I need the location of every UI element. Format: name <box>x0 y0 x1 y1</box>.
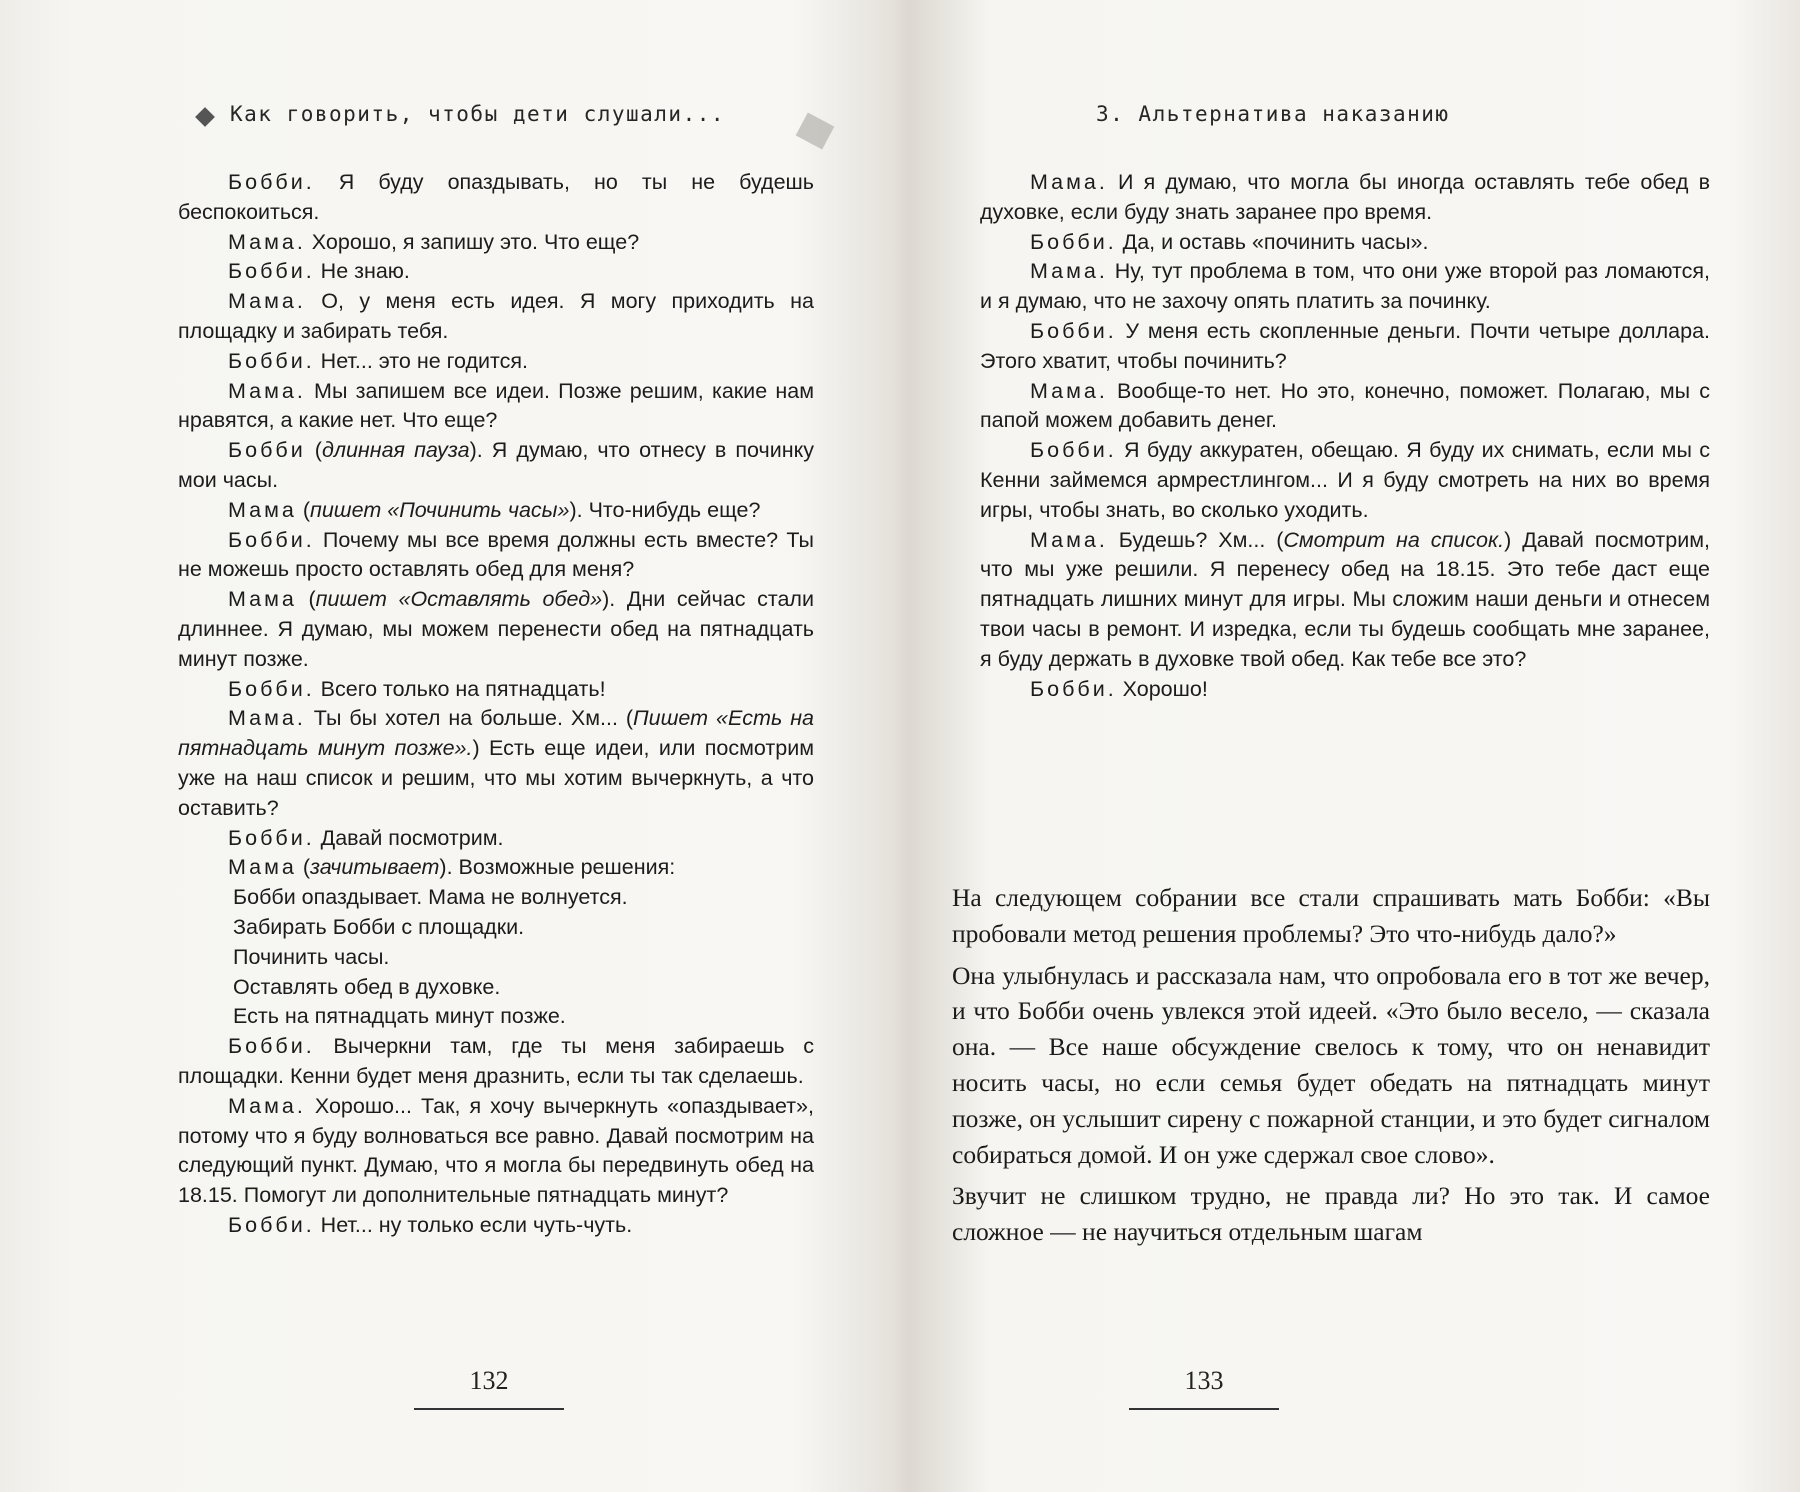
narration-paragraph: На следующем собрании все стали спрашивать мать Бобби: «Вы пробовали метод решения проблемы? Это что-нибудь дало?» <box>952 883 1710 948</box>
line-text: Ну, тут проблема в том, что они уже второй раз ломаются, и я думаю, что не захочу опять платить за починку. <box>980 259 1710 314</box>
dialogue-line <box>178 377 814 437</box>
speaker-name: Бобби. <box>228 825 315 850</box>
line-text: Вычеркни там, где ты меня забираешь с площадки. Кенни будет меня дразнить, если ты так сделаешь. <box>178 1034 814 1088</box>
list-item <box>178 973 814 1003</box>
line-text: Нет... ну только если чуть-чуть. <box>314 1212 633 1237</box>
line-text: Будешь? Хм... ( <box>1107 527 1284 552</box>
dialogue-line <box>980 377 1710 437</box>
line-text: Мы запишем все идеи. Позже решим, какие нам нравятся, а какие нет. Что еще? <box>178 378 814 433</box>
line-text: ) Есть еще идеи, или посмотрим уже на наш список и решим, что мы хотим вычеркнуть, а что оставить? <box>178 736 814 820</box>
narration-text <box>952 880 1710 1250</box>
line-text: Я буду опаздывать, но ты не будешь беспокоиться. <box>178 170 814 224</box>
speaker-name: Мама. <box>1030 170 1108 194</box>
list-item <box>178 1002 814 1032</box>
diamond-bullet-icon <box>195 107 215 127</box>
dialogue-line: Бобби (длинная пауза). Я думаю, что отнесу в починку мои часы. <box>178 438 814 492</box>
dialogue-line <box>980 436 1710 525</box>
dialogue-line <box>178 1032 814 1092</box>
solution-text: Есть на пятнадцать минут позже. <box>233 1004 566 1029</box>
line-text: Хорошо... Так, я хочу вычеркнуть «опаздывает», потому что я буду волноваться все равно. Давай посмотрим на следующий пункт. Думаю, что я могла бы передвинуть обед на 18.15. Помогут ли дополнительные пятнадцать минут? <box>178 1093 814 1208</box>
dialogue-text <box>980 168 1710 704</box>
line-text: Вообще-то нет. Но это, конечно, поможет. Полагаю, мы с папой можем добавить денег. <box>980 378 1710 433</box>
speaker-name: Мама <box>228 587 297 612</box>
solution-text: Починить часы. <box>233 944 390 969</box>
dialogue-line <box>980 168 1710 228</box>
list-item <box>178 913 814 943</box>
running-head: 3. Альтернатива наказанию <box>1096 102 1450 126</box>
line-text: Я буду аккуратен, обещаю. Я буду их снимать, если мы с Кенни займемся армрестлингом... И я буду смотреть на них во время игры, чтобы знать, во сколько уходить. <box>980 438 1710 522</box>
line-text: Нет... это не годится. <box>314 348 529 373</box>
speaker-name: Бобби. <box>228 348 315 373</box>
line-text: Хорошо, я запишу это. Что еще? <box>305 229 640 254</box>
line-text: Да, и оставь «починить часы». <box>1116 229 1429 254</box>
speaker-name: Мама. <box>228 1093 306 1118</box>
dialogue-line <box>178 824 814 854</box>
line-text: Хорошо! <box>1116 676 1208 701</box>
speaker-name: Мама. <box>1030 527 1108 552</box>
dialogue-line <box>178 257 814 287</box>
stage-direction: пишет «Оставлять обед» <box>315 587 603 612</box>
dialogue-line <box>980 675 1710 705</box>
running-head: Как говорить, чтобы дети слушали... <box>230 102 726 126</box>
dialogue-line: Мама (пишет «Оставлять обед»). Дни сейчас стали длиннее. Я думаю, мы можем перенести обед на пятнадцать минут позже. <box>178 587 814 671</box>
narration-paragraph: Звучит не слишком трудно, не правда ли? Но это так. И самое сложное — не научиться отдельным шагам <box>952 1181 1710 1247</box>
line-text: И я думаю, что могла бы иногда оставлять тебе обед в духовке, если буду знать заранее про время. <box>980 170 1710 224</box>
stage-direction: пишет «Починить часы» <box>310 497 570 522</box>
line-text: Почему мы все время должны есть вместе? Ты не можешь просто оставлять обед для меня? <box>178 527 814 582</box>
speaker-name: Бобби. <box>1030 676 1117 701</box>
dialogue-line <box>178 287 814 347</box>
dialogue-line <box>178 1211 814 1241</box>
dialogue-line <box>980 317 1710 377</box>
page-number: 132 <box>469 1366 509 1395</box>
speaker-name: Бобби. <box>228 259 315 284</box>
page-number-rule <box>1129 1408 1279 1410</box>
stage-direction: Смотрит на список. <box>1283 527 1505 552</box>
line-text: У меня есть скопленные деньги. Почти четыре доллара. Этого хватит, чтобы починить? <box>980 318 1710 373</box>
dialogue-line <box>980 228 1710 258</box>
line-text: Не знаю. <box>314 259 410 284</box>
line-text: Ты бы хотел на больше. Хм... ( <box>305 706 634 731</box>
dialogue-line: Мама (зачитывает). Возможные решения: <box>228 855 676 880</box>
speaker-name: Мама <box>228 497 297 522</box>
speaker-name: Бобби <box>228 438 306 463</box>
solution-text: Забирать Бобби с площадки. <box>233 914 525 939</box>
speaker-name: Бобби. <box>1030 318 1117 343</box>
speaker-name: Мама. <box>228 378 306 403</box>
line-text: . Дни сейчас стали длиннее. Я думаю, мы можем перенести обед на пятнадцать минут позже. <box>178 587 814 671</box>
narration-paragraph: Она улыбнулась и рассказала нам, что опробовала его в тот же вечер, и что Бобби очень увлекся этой идеей. «Это было весело, — сказала она. — Все наше обсуждение свелось к тому, что он ненавидит носить часы, но если семья будет обедать на пятнадцать минут позже, он услышит сирену с пожарной станции, и это будет сигналом собираться домой. И он уже сдержал свое слово». <box>952 960 1710 1169</box>
right-page <box>900 0 1800 1492</box>
speaker-name: Бобби. <box>228 676 315 701</box>
line-text: ) Давай посмотрим, что мы уже решили. Я перенесу обед на 18.15. Это тебе даст еще пятнадцать лишних минут для игры. Мы сложим наши деньги и отнесем твои часы в ремонт. И изредка, если ты будешь сообщать мне заранее, я буду держать в духовке твой обед. Как тебе все это? <box>980 527 1710 671</box>
speaker-name: Бобби. <box>228 1034 315 1059</box>
speaker-name: Мама. <box>228 229 306 254</box>
page-number: 133 <box>1184 1366 1224 1395</box>
solution-text: Бобби опаздывает. Мама не волнуется. <box>233 885 628 910</box>
dialogue-line <box>980 526 1710 675</box>
speaker-name: Мама. <box>228 289 306 314</box>
dialogue-text <box>178 168 814 1241</box>
line-text: . Возможные решения: <box>446 855 676 880</box>
speaker-name: Мама. <box>1030 378 1108 403</box>
print-smudge <box>796 112 835 149</box>
line-text: Давай посмотрим. <box>314 825 504 850</box>
dialogue-line <box>178 675 814 705</box>
dialogue-line <box>178 347 814 377</box>
line-text: Всего только на пятнадцать! <box>314 676 606 701</box>
speaker-name: Бобби. <box>228 527 315 552</box>
speaker-name: Бобби. <box>228 170 315 194</box>
dialogue-line <box>178 704 814 823</box>
dialogue-line <box>980 257 1710 317</box>
page-number-rule <box>414 1408 564 1410</box>
solution-text: Оставлять обед в духовке. <box>233 974 501 999</box>
dialogue-line: Мама (пишет «Починить часы»). Что-нибудь еще? <box>228 497 761 522</box>
stage-direction: зачитывает <box>310 855 440 880</box>
speaker-name: Мама <box>228 855 297 880</box>
list-item <box>178 943 814 973</box>
speaker-name: Мама. <box>1030 259 1108 284</box>
dialogue-line <box>178 526 814 586</box>
line-text: . Что-нибудь еще? <box>576 497 761 522</box>
line-text: . Я думаю, что отнесу в починку мои часы. <box>178 438 814 492</box>
speaker-name: Бобби. <box>228 1212 315 1237</box>
stage-direction: Пишет «Есть на пятнадцать минут позже». <box>178 706 814 761</box>
speaker-name: Бобби. <box>1030 229 1117 254</box>
dialogue-line <box>178 168 814 228</box>
line-text: О, у меня есть идея. Я могу приходить на площадку и забирать тебя. <box>178 289 814 343</box>
stage-direction: длинная пауза <box>321 438 470 463</box>
speaker-name: Мама. <box>228 706 306 731</box>
list-item <box>178 883 814 913</box>
dialogue-line <box>178 1092 814 1211</box>
dialogue-line <box>178 228 814 258</box>
speaker-name: Бобби. <box>1030 438 1117 463</box>
